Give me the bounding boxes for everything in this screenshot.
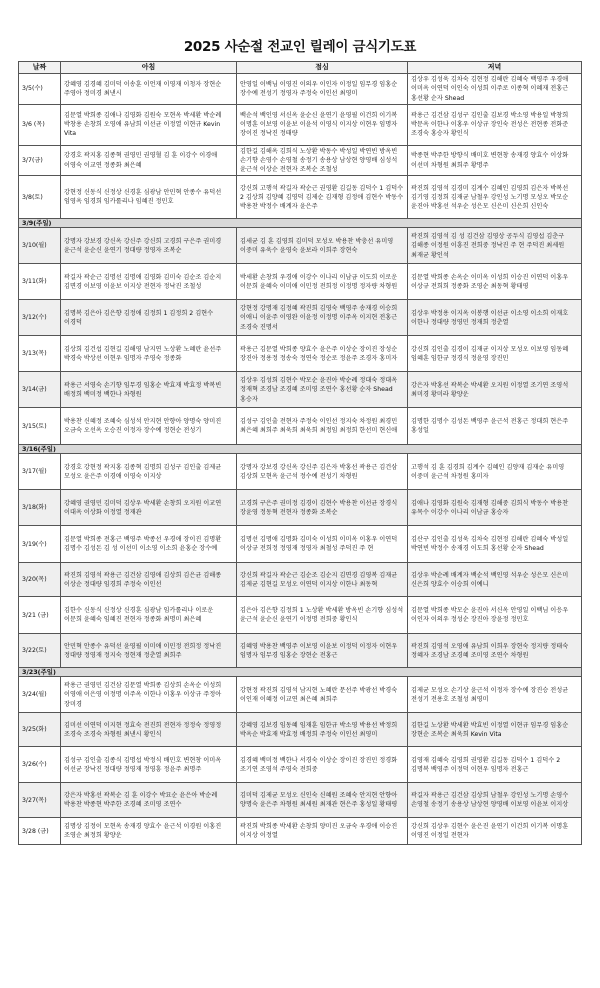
date-cell: 3/17(월) <box>19 454 61 490</box>
dinner-names-cell: 곽용근 김건삼 김성구 김인출 김보경 박소영 박용일 박창희 박문옥 이한나 이홍우 이상규 장인숙 전성은 전현종 전화준 조경숙 홍승자 황인식 <box>408 104 582 145</box>
page-title: 2025 사순절 전교인 릴레이 금식기도표 <box>183 39 417 55</box>
morning-names-cell: 안민혁 안종수 유덕선 윤영필 이미애 이민정 전희정 정낙진 정대량 정영재 정지숙 정현재 정춘열 최희주 <box>61 634 237 668</box>
fasting-schedule-table <box>18 61 582 845</box>
schedule-row <box>19 228 582 264</box>
lunch-names-cell: 김한길 김해옥 김희식 노상환 박동수 박성일 박연빈 방옥빈 손기향 손영수 손영철 송정기 송용상 남상현 양영배 심성석 윤근석 이상순 전현자 조복순 조철성 <box>237 145 408 176</box>
morning-names-cell: 김한수 신동식 신정상 신경훈 심광남 임카롤리나 이로운 이문희 윤혜숙 임혜진 전현자 정종화 최명미 최은혜 <box>61 597 237 634</box>
morning-names-cell: 김문열 박희종 김애나 김영화 김원숙 모현옥 박세환 박순례 박창용 손창희 오영애 유남희 이선균 이정열 이현규 Kevin Vita <box>61 104 237 145</box>
schedule-row <box>19 677 582 713</box>
dinner-names-cell: 고행석 김 훈 김경희 김계수 김혜인 김양재 김재순 유미영 이중미 윤근석 차정원 홍미자 <box>408 454 582 490</box>
date-cell: 3/14(금) <box>19 372 61 408</box>
date-cell: 3/20(목) <box>19 563 61 597</box>
dinner-names-cell: 김상우 박정용 이지옥 이봉행 이선균 이소영 이소희 이재호 이한나 정대량 정영민 정재희 정춘열 <box>408 300 582 336</box>
date-cell: 3/11(화) <box>19 264 61 300</box>
schedule-row <box>19 563 582 597</box>
schedule-row <box>19 634 582 668</box>
week-divider-row <box>19 445 582 454</box>
schedule-row <box>19 372 582 408</box>
header-lunch: 점심 <box>237 62 408 74</box>
schedule-row <box>19 264 582 300</box>
date-cell: 3/7(금) <box>19 145 61 176</box>
lunch-names-cell: 김명선 김명애 김명화 김미숙 이성희 이미옥 이홍우 이연덕 이상규 전희정 정영재 정영자 최철성 주덕진 주 현 <box>237 526 408 563</box>
schedule-row <box>19 713 582 747</box>
date-cell: 3/22(토) <box>19 634 61 668</box>
morning-names-cell: 김성구 김인출 김종식 김명섭 박정식 배민호 변현창 이미옥 이선균 장낙진 정대량 정영재 정영흥 정윤주 최명주 <box>61 747 237 783</box>
date-cell: 3/18(화) <box>19 490 61 526</box>
morning-names-cell: 김명복 김은아 김은향 김정애 김정희 1 김정희 2 김현수 이경덕 <box>61 300 237 336</box>
lunch-names-cell: 김성구 김인출 전현자 주정숙 이인선 정지숙 차정원 최경민 최은혜 최희주 최욱희 최욱희 최정임 최정희 한선미 현신애 <box>237 408 408 445</box>
morning-names-cell: 김문열 박희종 전홍근 백영주 박종선 우경애 장이진 김명환 김명수 김성돈 김 성 이선미 이소영 이소희 윤홍순 장수예 <box>61 526 237 563</box>
schedule-row <box>19 747 582 783</box>
dinner-names-cell: 김애나 김영화 김원숙 김재형 김해중 김희식 박동수 박용찬 유목수 이강수 이나리 이남금 홍승자 <box>408 490 582 526</box>
date-cell: 3/26(수) <box>19 747 61 783</box>
lunch-names-cell: 김미덕 김제균 모성오 신인숙 신혜원 조혜숙 안지현 안향아 양명숙 윤은주 차형원 최세원 최재관 현은주 홍성일 황태평 <box>237 783 408 818</box>
schedule-row <box>19 818 582 845</box>
schedule-row <box>19 490 582 526</box>
morning-names-cell: 강혜영 권영민 김미덕 김상우 박세환 손창희 오지원 이교연 이대옥 이상화 이정열 정재관 <box>61 490 237 526</box>
schedule-row <box>19 454 582 490</box>
lunch-names-cell: 김세균 김 훈 김영희 김미덕 모성오 박용찬 박충선 유미영 이중미 유욱수 윤영숙 윤보라 이희주 장현숙 <box>237 228 408 264</box>
dinner-names-cell: 김제균 모성오 손기상 윤근석 이정자 장수예 장진승 전성균 전성기 전용호 조철성 최영미 <box>408 677 582 713</box>
morning-names-cell: 강은자 박홍선 곽복순 김 훈 이강수 박묘순 윤은아 박순례 박용찬 박종현 박주한 조경혜 조미영 조연수 <box>61 783 237 818</box>
morning-names-cell: 강경호 곽지홍 김종혁 권영민 권영혈 김 훈 이강수 이경애 이영숙 이교연 정종화 최은혜 <box>61 145 237 176</box>
morning-names-cell: 강명자 강보경 강신옥 강신주 강신희 고경희 구은주 권미경 윤근석 윤순신 윤연기 정대량 정영자 조복순 <box>61 228 237 264</box>
schedule-row <box>19 104 582 145</box>
week-divider-row <box>19 668 582 677</box>
schedule-row <box>19 526 582 563</box>
morning-names-cell: 김상희 김건섭 김현길 김해영 남지연 노상환 노혜란 윤선주 박경숙 박상선 이현우 임명자 주영숙 정종화 <box>61 336 237 372</box>
morning-names-cell: 곽용근 권영민 김건삼 김문열 박희종 김상희 손옥순 이성희 이영애 이은영 이정명 이주옥 이한나 이홍우 이상규 주정아 장미경 <box>61 677 237 713</box>
lunch-names-cell: 강명자 강보경 강신옥 강신주 김은자 박홍선 곽용근 김건삼 김상희 모현옥 윤근석 정수예 전성기 차형원 <box>237 454 408 490</box>
dinner-names-cell: 강신희 김상우 김현수 윤은진 윤연기 이건희 이기복 이명훈 이영진 이정일 전현자 <box>408 818 582 845</box>
date-cell: 3/19(수) <box>19 526 61 563</box>
dinner-names-cell: 곽길자 곽용근 김건삼 김상희 남철우 강인성 노기명 손영수 손영철 송정기 송용상 남상현 양영배 이보영 이윤보 이지상 <box>408 783 582 818</box>
morning-names-cell: 곽길자 곽순근 김명선 김명애 김영화 김미숙 김순조 김순지 김면경 이보영 이윤보 이지상 전현자 정낙진 조철성 <box>61 264 237 300</box>
date-cell: 3/24(월) <box>19 677 61 713</box>
morning-names-cell: 강경호 강현정 곽지홍 김종혁 김명희 김성구 김인출 김제균 모성오 윤은주 이경애 이영숙 이지상 <box>61 454 237 490</box>
lunch-names-cell: 김상우 김성희 김현수 박모순 윤진아 박순례 정대숙 정대옥 정재혁 조경남 조경혜 조미영 조연수 홍선황 순자 Shead 홍승자 <box>237 372 408 408</box>
header-date: 날짜 <box>19 62 61 74</box>
dinner-names-cell: 김상우 김성욱 김차숙 김현정 김해란 김혜숙 백영주 우경애 이미옥 이연덕 이인숙 이성희 이주로 이종혁 이혜재 전홍근 홍선황 순자 Shead <box>408 74 582 105</box>
lunch-names-cell: 박세환 손창희 우경애 이강수 이나리 이남금 이도희 이로운 이문희 윤혜숙 이미애 이민정 전희정 이정명 정자량 차형원 <box>237 264 408 300</box>
morning-names-cell: 곽용근 서영숙 손기향 임무경 임홍순 박효재 박효정 박복빈 배정희 백미정 백한나 차형원 <box>61 372 237 408</box>
schedule-body <box>19 74 582 845</box>
lunch-names-cell: 강현정 곽진희 김영석 남지현 노혜란 문선주 박광선 박경숙 이인재 이혜정 이교연 최은혜 최희주 <box>237 677 408 713</box>
schedule-row <box>19 145 582 176</box>
lunch-names-cell: 고경희 구은주 권미정 김경이 김현수 박용찬 이선균 장경식 장윤영 정동혁 전현자 정종화 조복순 <box>237 490 408 526</box>
dinner-names-cell: 곽진희 김영석 김 성 김건삼 김영상 공두식 김영섭 김춘구 김해종 이정원 이흥진 전희중 정낙진 주 현 주덕진 최세원 최재균 황인석 <box>408 228 582 264</box>
dinner-names-cell: 김문열 박희종 박모순 윤진아 서신옥 안영일 이백님 이응우 이인자 이의우 정성순 장진아 장윤정 정민호 <box>408 597 582 634</box>
dinner-names-cell: 김문열 박희종 손옥순 이미옥 이성희 이승진 이연덕 이홍우 이상규 전희희 정종화 조영순 최동혁 황태평 <box>408 264 582 300</box>
morning-names-cell: 박용찬 신혜정 조혜숙 심성석 안지현 안향아 양명숙 양미진 오금숙 오선옥 오승진 이정자 장수예 정현순 전성기 <box>61 408 237 445</box>
date-cell: 3/21 (금) <box>19 597 61 634</box>
morning-names-cell: 곽진희 김영석 곽용근 김건삼 김영애 김상희 김은균 김해종 이상순 정대량 임경희 주정숙 이인선 <box>61 563 237 597</box>
date-cell: 3/25(화) <box>19 713 61 747</box>
dinner-names-cell: 박종현 박주한 방향식 배미호 변현창 송재경 양효수 이상화 이선미 차형원 최희주 황명주 <box>408 145 582 176</box>
lunch-names-cell: 김은아 김은향 김정희 1 노상환 박세환 방옥빈 손기향 심성석 윤근석 윤순신 윤연기 이정명 전희중 황인식 <box>237 597 408 634</box>
schedule-row <box>19 783 582 818</box>
date-cell: 3/13(목) <box>19 336 61 372</box>
date-cell: 3/27(목) <box>19 783 61 818</box>
date-cell: 3/28 (금) <box>19 818 61 845</box>
schedule-row <box>19 300 582 336</box>
week-label: 3/9(주일) <box>19 219 582 228</box>
header-row <box>19 62 582 74</box>
lunch-names-cell: 안영일 이백님 이영진 이의우 이인자 이정일 임무경 임홍순 장수예 전성기 정영자 주정숙 이인선 최영미 <box>237 74 408 105</box>
schedule-row <box>19 74 582 105</box>
date-cell: 3/10(월) <box>19 228 61 264</box>
lunch-names-cell: 김경혜 백미정 백한나 서경숙 이상순 장이진 장진민 정경화 조기연 조영석 주영숙 전희중 <box>237 747 408 783</box>
morning-names-cell: 김명상 김정이 모현옥 송재경 양효수 윤근석 이경원 이홍진 조영순 최정희 황양운 <box>61 818 237 845</box>
date-cell: 3/5(수) <box>19 74 61 105</box>
schedule-row <box>19 336 582 372</box>
lunch-names-cell: 곽진희 박희종 박세환 손창희 양미진 오금숙 우경애 이승진 이지상 이정열 <box>237 818 408 845</box>
dinner-names-cell: 김상우 박순례 배계자 백순석 백인영 석우순 성은모 신은미 신은희 양효수 이승희 이예니 <box>408 563 582 597</box>
header-dinner: 저녁 <box>408 62 582 74</box>
date-cell: 3/6 (목) <box>19 104 61 145</box>
dinner-names-cell: 김영재 김혜숙 김영희 권영환 김길동 김덕수 1 김덕수 2 김명복 백영주 이정덕 이현우 임명자 전홍근 <box>408 747 582 783</box>
lunch-names-cell: 강신희 고행석 곽길자 곽순근 권영환 김길동 김덕수 1 김덕수 2 김상희 김양혜 김영덕 김제순 김재형 김정애 김현수 박동수 박용찬 박정수 배계자 윤은주 <box>237 176 408 219</box>
date-cell: 3/12(수) <box>19 300 61 336</box>
date-cell: 3/15(토) <box>19 408 61 445</box>
week-label: 3/23(주일) <box>19 668 582 677</box>
lunch-names-cell: 김혜영 박용찬 백영주 이보영 이윤보 이정덕 이정자 이현우 임명자 임무경 임홍순 장현순 전홍근 <box>237 634 408 668</box>
schedule-row <box>19 408 582 445</box>
dinner-names-cell: 곽진희 김영석 오영애 유남희 이희우 장현숙 정지량 정태숙 정혜자 조경남 조경혜 조미영 조연수 차형원 <box>408 634 582 668</box>
morning-names-cell: 김미선 이연덕 이지현 정효숙 전진희 전현자 정정숙 정영정 조경숙 조경숙 차형원 최낸시 황인식 <box>61 713 237 747</box>
dinner-names-cell: 김명한 김명수 김성돈 백영주 윤근석 전홍근 정대희 현은주 홍성일 <box>408 408 582 445</box>
schedule-row <box>19 176 582 219</box>
lunch-names-cell: 강혜영 김보경 임동혜 임재훈 임한규 박소영 박용선 박정희 박옥순 박효재 박효정 배정희 주정숙 이인선 최영미 <box>237 713 408 747</box>
week-label: 3/16(주일) <box>19 445 582 454</box>
lunch-names-cell: 곽용근 김문열 박희종 양효수 윤은주 이상순 장이진 장성순 장진아 정용정 정송숙 정연숙 정순로 정윤주 조경자 홍미자 <box>237 336 408 372</box>
date-cell: 3/8(토) <box>19 176 61 219</box>
dinner-names-cell: 김한길 노상환 박세환 박효빈 이정열 이현규 임무경 임홍순 장현순 조복순 최욱희 Kevin Vita <box>408 713 582 747</box>
dinner-names-cell: 김산구 김인출 김성욱 김차숙 김현정 김해란 김혜숙 박성일 박연빈 박정수 송재경 이도희 홍선황 순자 Shead <box>408 526 582 563</box>
week-divider-row <box>19 219 582 228</box>
lunch-names-cell: 강신희 곽길자 곽순근 김순조 김순지 김면경 김영복 김재균 김제균 김현길 모성오 이연덕 이지상 이한나 최동혁 <box>237 563 408 597</box>
lunch-names-cell: 강현정 강명재 김정혜 곽진희 김영숙 백영주 송재경 이승희 이애니 이윤주 이영완 이윤정 이정명 이주옥 이지현 전홍근 조경숙 진명서 <box>237 300 408 336</box>
lunch-names-cell: 백순석 백인영 서신옥 윤순신 윤연기 윤영필 이건희 이기복 이명훈 이보영 이윤보 이윤석 이영식 이지상 이현우 임명자 장이진 정낙진 정태량 <box>237 104 408 145</box>
header-morning: 아침 <box>61 62 237 74</box>
morning-names-cell: 강혜영 김경혜 김미덕 이송훈 이언재 이영재 이청자 장현순 주영아 정미경 최낸시 <box>61 74 237 105</box>
schedule-row <box>19 597 582 634</box>
morning-names-cell: 강현정 신동식 신정상 신경훈 심광남 안민혁 안종수 유덕선 임영옥 임경희 임카롤리나 임혜진 정민호 <box>61 176 237 219</box>
dinner-names-cell: 강은자 박홍선 곽복순 박세환 오지원 이정열 조기연 조영석 최미경 황미라 황양운 <box>408 372 582 408</box>
dinner-names-cell: 강신희 김인출 김경이 김재균 이지상 모성오 이보영 임동혜 임혜훈 임한규 정경식 정윤영 장진민 <box>408 336 582 372</box>
dinner-names-cell: 곽진희 김영석 김경미 김계수 김혜인 김영희 김은자 박복선 김기영 김정희 김재균 남철우 강인성 노기명 모성오 박모순 윤진아 박홍선 석우순 성은모 신은미 신은희 신인숙 <box>408 176 582 219</box>
